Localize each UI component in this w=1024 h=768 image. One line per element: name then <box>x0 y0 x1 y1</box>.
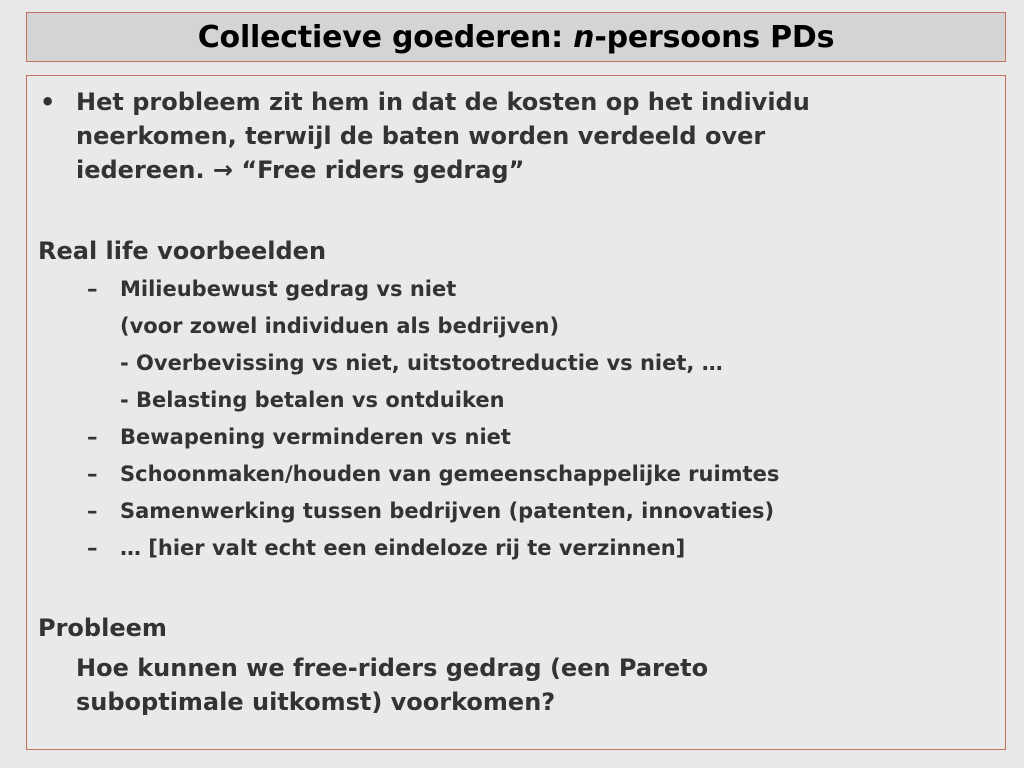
bullet-marker: • <box>40 88 56 116</box>
title-part-1: Collectieve goederen: <box>197 19 574 55</box>
arrow-right-icon: → <box>212 156 234 184</box>
dash-marker: – <box>87 462 98 486</box>
title-part-2: -persoons PDs <box>594 19 835 55</box>
example-subline: (voor zowel individuen als bedrijven) <box>120 314 560 338</box>
title-italic-n: n <box>573 19 595 55</box>
dash-marker: – <box>87 277 98 301</box>
example-subline: - Overbevissing vs niet, uitstootreductie vs niet, … <box>120 351 723 375</box>
bullet-line-1: Het probleem zit hem in dat de kosten op het individu <box>76 88 810 116</box>
example-item: Samenwerking tussen bedrijven (patenten, innovaties) <box>120 499 775 523</box>
example-item: … [hier valt echt een eindeloze rij te verzinnen] <box>120 536 686 560</box>
real-life-heading: Real life voorbeelden <box>38 237 327 265</box>
bullet-line-3 <box>76 153 524 187</box>
slide-title <box>198 20 835 55</box>
example-item: Milieubewust gedrag vs niet <box>120 277 457 301</box>
slide-content <box>26 75 1006 750</box>
free-riders-quote: “Free riders gedrag” <box>241 156 525 184</box>
bullet-line-3-text: iedereen. <box>76 156 205 184</box>
problem-line-1: Hoe kunnen we free-riders gedrag (een Pareto <box>76 654 709 682</box>
dash-marker: – <box>87 499 98 523</box>
example-item: Bewapening verminderen vs niet <box>120 425 511 449</box>
problem-line-2: suboptimale uitkomst) voorkomen? <box>76 688 556 716</box>
example-item: Schoonmaken/houden van gemeenschappelijke ruimtes <box>120 462 780 486</box>
example-subline: - Belasting betalen vs ontduiken <box>120 388 505 412</box>
problem-heading: Probleem <box>38 614 167 642</box>
dash-marker: – <box>87 536 98 560</box>
dash-marker: – <box>87 425 98 449</box>
bullet-line-2: neerkomen, terwijl de baten worden verdeeld over <box>76 122 766 150</box>
slide-title-bar <box>26 12 1006 62</box>
